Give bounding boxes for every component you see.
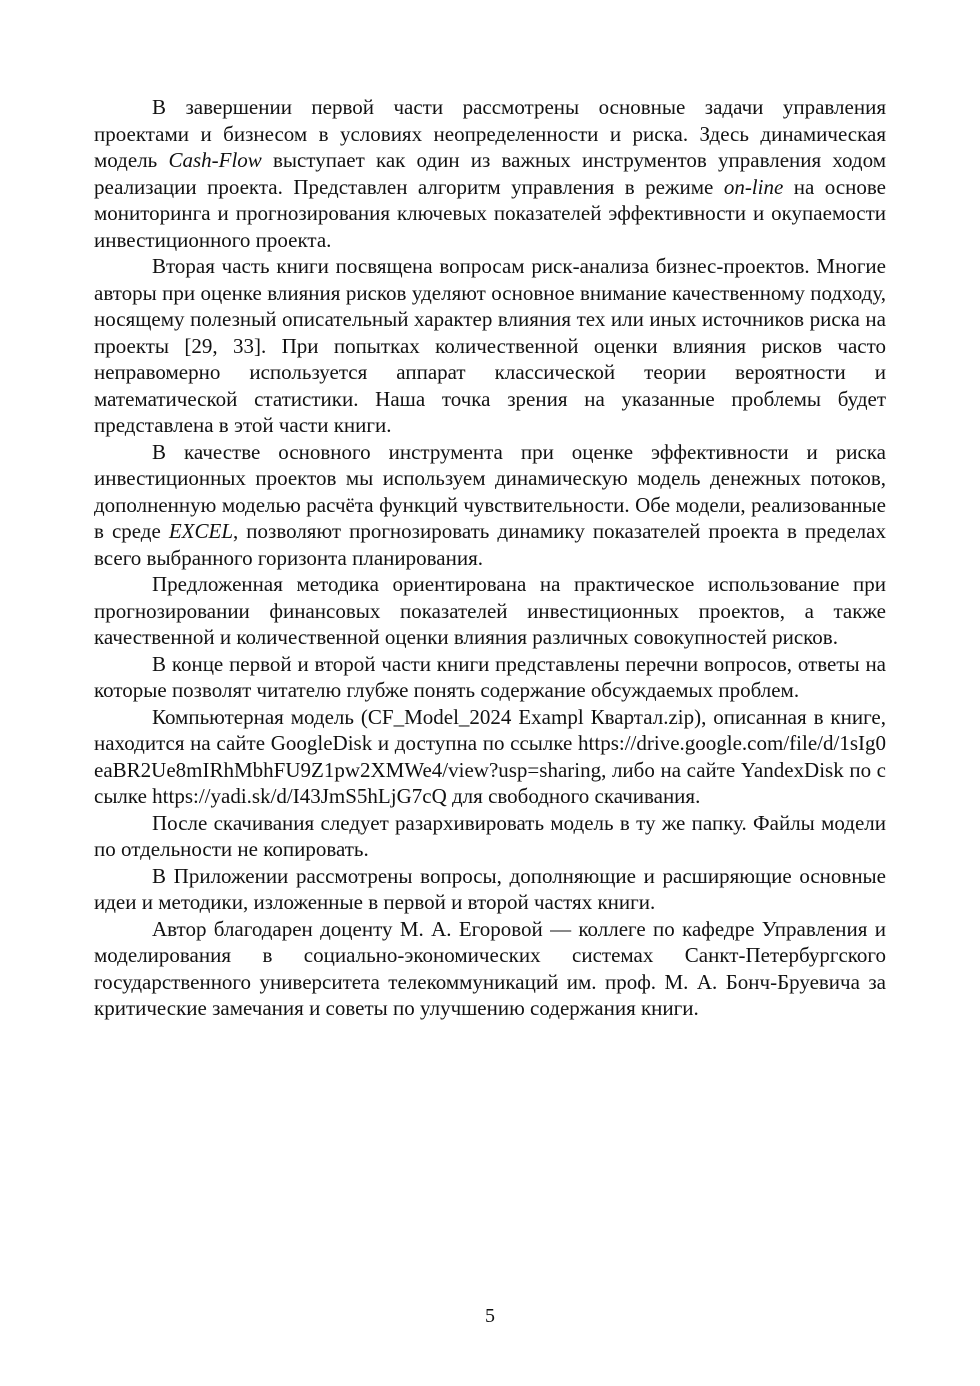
paragraph-model-download: Компьютерная модель (CF_Model_2024 Exampl Квартал.zip), описанная в книге, находится на сайте GoogleDisk и доступна по ссылке https://drive.google.com/file/d/1sIg0eaBR2Ue8mIRhMbhFU9Z1pw2XMWe4/view?usp=sharing, либо на сайте YandexDisk по ссылке https://yadi.sk/d/I43JmS5hLjG7cQ для свободного скачивания. [94,704,886,808]
cash-flow-term: Cash-Flow [168,148,262,172]
paragraph-appendix: В Приложении рассмотрены вопросы, дополняющие и расширяющие основные идеи и методики, изложенные в первой и второй частях книги. [94,863,886,914]
paragraph-intro-part2: Вторая часть книги посвящена вопросам риск-анализа бизнес-проектов. Многие авторы при оценке влияния рисков уделяют основное внимание качественному подходу, носящему полезный описательный характер влияния тех или иных источников риска на проекты [29, 33]. При попытках количественной оценки влияния рисков часто неправомерно используется аппарат классической теории вероятности и математической статистики. Наша точка зрения на указанные проблемы будет представлена в этой части книги. [94,254,886,437]
excel-term: EXCEL [168,519,234,543]
online-term: on-line [723,174,784,199]
page-body [94,94,886,1022]
paragraph-questions: В конце первой и второй части книги представлены перечни вопросов, ответы на которые позволят читателю глубже понять содержание обсуждаемых проблем. [94,651,886,702]
paragraph-method: Предложенная методика ориентирована на практическое использование при прогнозировании финансовых показателей инвестиционных проектов, а также качественной и количественной оценки влияния различных совокупностей рисков. [94,572,886,649]
paragraph-acknowledgement: Автор благодарен доценту М. А. Егоровой — коллеге по кафедре Управления и моделирования в социально-экономических системах Санкт-Петербургского государственного университета телекоммуникаций им. проф. М. А. Бонч-Бруевича за критические замечания и советы по улучшению содержания книги. [94,916,886,1020]
paragraph-intro-part1: В завершении первой части рассмотрены основные задачи управления проектами и бизнесом в условиях неопределенности и риска. Здесь динамическая модель Cash-Flow выступает как один из важных инструментов управления ходом реализации проекта. Представлен алгоритм управления в режиме on-line на основе мониторинга и прогнозирования ключевых показателей эффективности и окупаемости инвестиционного проекта. [94,95,887,252]
paragraph-unzip: После скачивания следует разархивировать модель в ту же папку. Файлы модели по отдельности не копировать. [94,810,886,861]
paragraph-tool: В качестве основного инструмента при оценке эффективности и риска инвестиционных проектов мы используем динамическую модель денежных потоков, дополненную моделью расчёта функций чувствительности. Обе модели, реализованные в среде EXCEL, позволяют прогнозировать динамику показателей проекта в пределах всего выбранного горизонта планирования. [94,439,886,570]
page-number: 5 [485,1305,495,1327]
